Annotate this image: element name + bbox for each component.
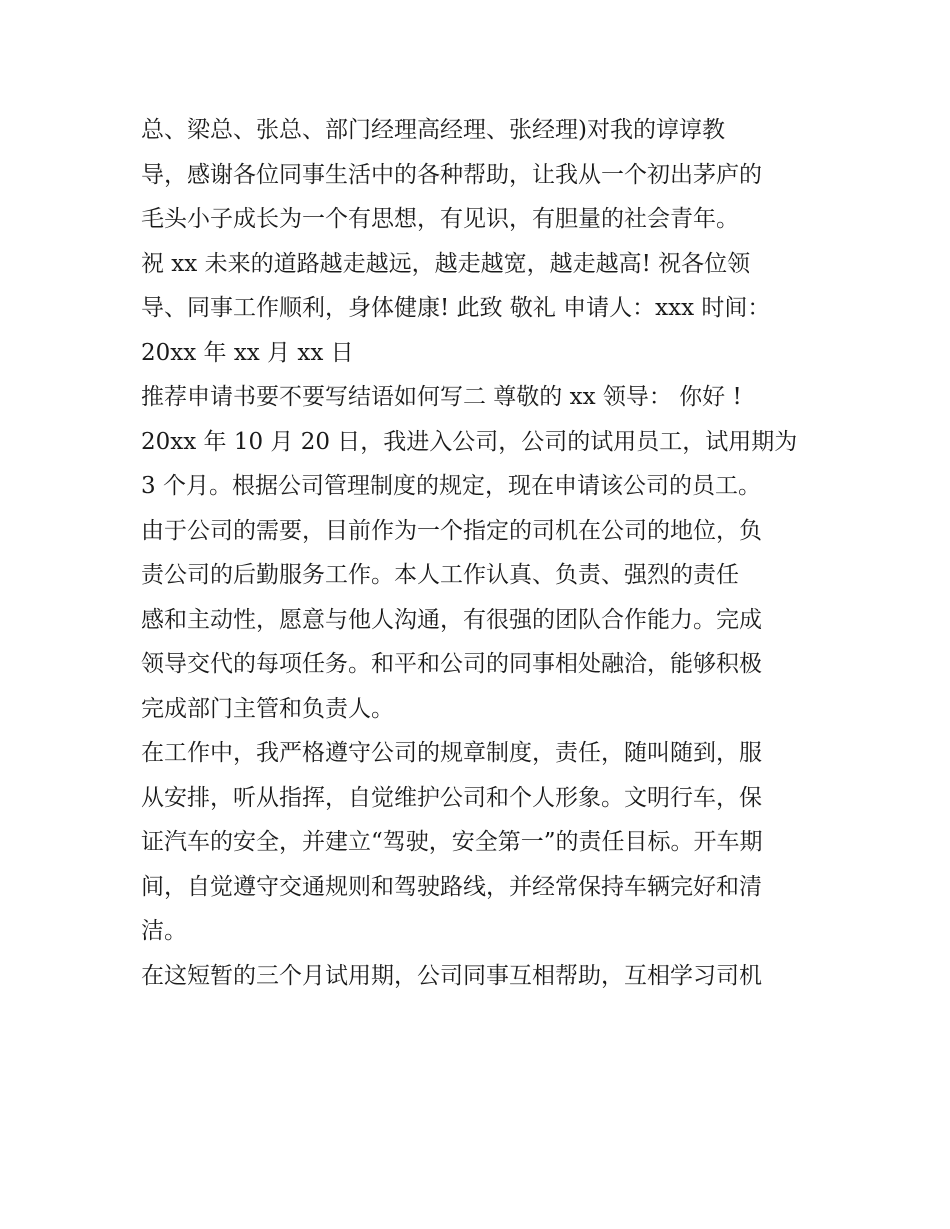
text-line: 导、同事工作顺利，身体健康! 此致 敬礼 申请人：xxx 时间： <box>141 295 771 321</box>
text-line: 导，感谢各位同事生活中的各种帮助，让我从一个初出茅庐的 <box>141 161 762 188</box>
text-line: 责公司的后勤服务工作。本人工作认真、负责、强烈的责任 <box>141 562 739 588</box>
text-line: 总、梁总、张总、部门经理高经理、张经理)对我的谆谆教 <box>141 117 725 143</box>
text-line: 推荐申请书要不要写结语如何写二 尊敬的 xx 领导： 你好 ! <box>141 384 742 410</box>
text-line: 证汽车的安全，并建立“驾驶，安全第一”的责任目标。开车期 <box>141 829 763 855</box>
body-text <box>141 108 821 998</box>
text-line: 从安排，听从指挥，自觉维护公司和个人形象。文明行车，保 <box>141 784 762 811</box>
text-line: 在这短暂的三个月试用期，公司同事互相帮助，互相学习司机 <box>141 962 762 989</box>
text-line: 20xx 年 xx 月 xx 日 <box>141 339 354 366</box>
text-line: 洁。 <box>141 918 187 944</box>
text-line: 完成部门主管和负责人。 <box>141 695 394 722</box>
text-line: 领导交代的每项任务。和平和公司的同事相处融洽，能够积极 <box>141 651 762 677</box>
text-line: 间，自觉遵守交通规则和驾驶路线，并经常保持车辆完好和清 <box>141 873 762 900</box>
text-line: 感和主动性，愿意与他人沟通，有很强的团队合作能力。完成 <box>141 606 762 633</box>
text-line: 毛头小子成长为一个有思想，有见识，有胆量的社会青年。 <box>141 206 739 232</box>
text-line: 祝 xx 未来的道路越走越远，越走越宽，越走越高! 祝各位领 <box>141 250 751 277</box>
text-line: 在工作中，我严格遵守公司的规章制度，责任，随叫随到，服 <box>141 740 762 766</box>
text-line: 3 个月。根据公司管理制度的规定，现在申请该公司的员工。 <box>141 473 761 499</box>
text-line: 20xx 年 10 月 20 日，我进入公司，公司的试用员工，试用期为 <box>141 428 798 455</box>
text-line: 由于公司的需要，目前作为一个指定的司机在公司的地位，负 <box>141 517 762 544</box>
